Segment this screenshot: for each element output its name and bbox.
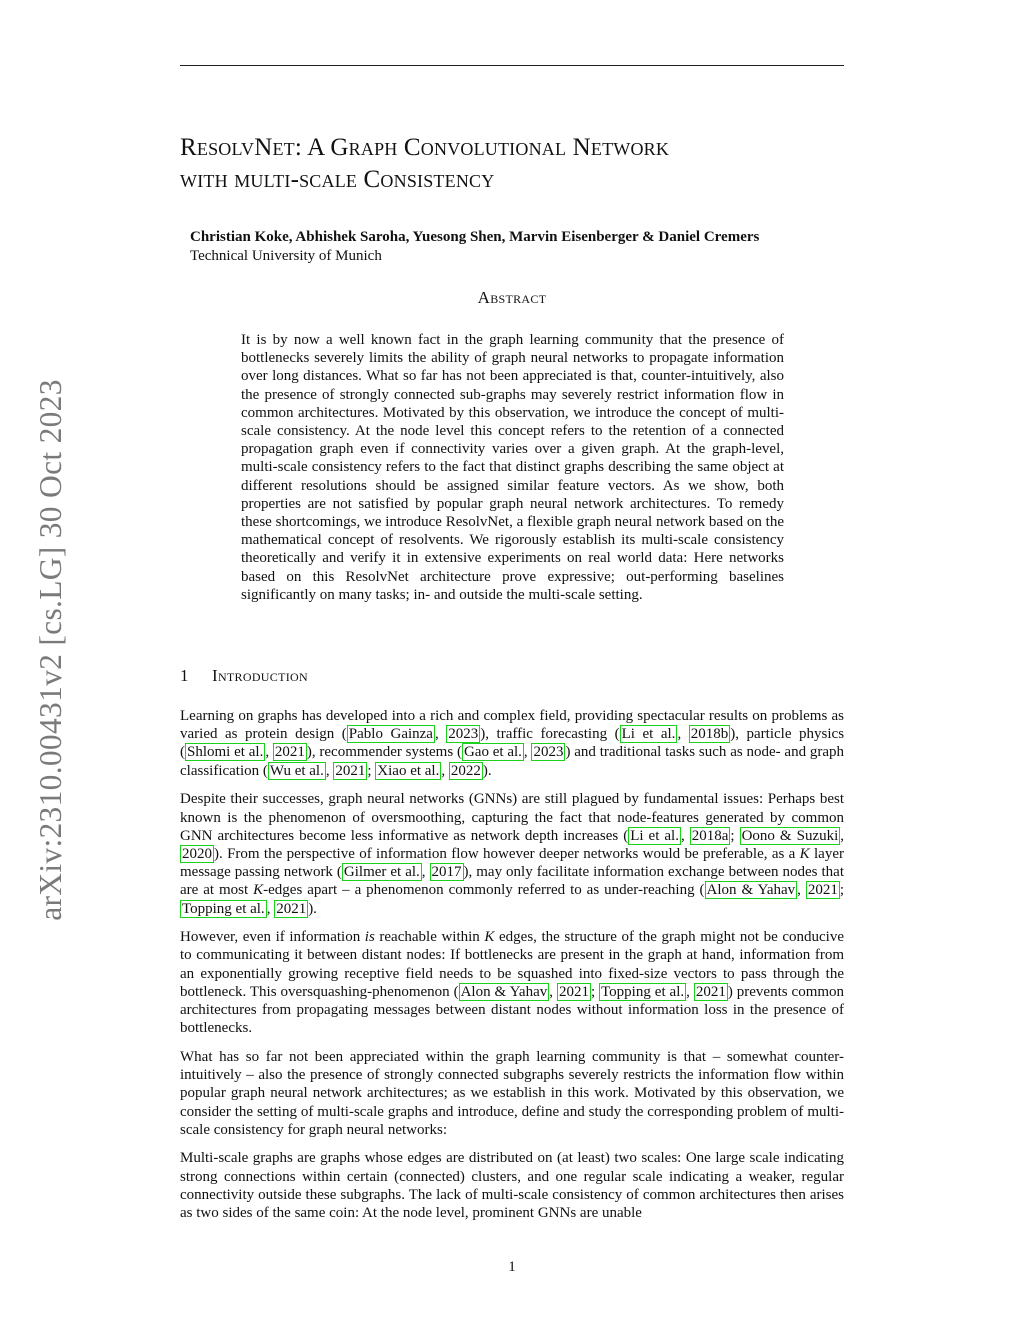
citation-link[interactable]: Topping et al. xyxy=(601,983,685,1000)
paragraph-4: What has so far not been appreciated within the graph learning community is that – somewhat counter-intuitively – also the presence of strongly connected subgraphs severely restricts the information flow within popular graph neural network architectures; as we establish in this work. Motivated by this observation, we consider the setting of multi-scale graphs and introduce, define and study the corresponding problem of multi-scale consistency for graph neural networks: xyxy=(180,1048,844,1138)
citation-link[interactable]: 2018b xyxy=(690,726,729,743)
author-names: Christian Koke, Abhishek Saroha, Yuesong Shen, Marvin Eisenberger & Daniel Cremers xyxy=(190,229,760,245)
citation-link[interactable]: 2021 xyxy=(276,900,307,917)
citation-link[interactable]: 2023 xyxy=(533,744,564,761)
citation-link[interactable]: 2021 xyxy=(807,882,838,899)
citation-link[interactable]: Li et al. xyxy=(630,827,679,844)
citation-link[interactable]: Li et al. xyxy=(621,726,676,743)
abstract-text: It is by now a well known fact in the graph learning community that the presence of bottlenecks severely limits the ability of graph neural networks to propagate information over long distances. What so far has not been appreciated is that, counter-intuitively, also the presence of strongly connected sub-graphs may severely restrict information flow in common architectures. Motivated by this observation, we introduce the concept of multi-scale consistency. At the node level this concept refers to the retention of a connected propagation graph even if connectivity varies over a given graph. At the graph-level, multi-scale consistency refers to the fact that distinct graphs describing the same object at different resolutions should be assigned similar feature vectors. As we show, both properties are not satisfied by popular graph neural network architectures. To remedy these shortcomings, we introduce ResolvNet, a flexible graph neural network based on the mathematical concept of resolvents. We rigorously establish its multi-scale consistency theoretically and verify it in extensive experiments on real world data: Here networks based on this ResolvNet architecture prove expressive; out-performing baselines significantly on many tasks; in- and outside the multi-scale setting. xyxy=(241,332,784,603)
section-number: 1 xyxy=(180,666,189,685)
math-symbol: K xyxy=(484,929,495,946)
title-line-1: ResolvNet: A Graph Convolutional Network xyxy=(180,134,670,161)
abstract-heading: Abstract xyxy=(477,288,547,307)
math-symbol: K xyxy=(253,882,264,899)
citation-link[interactable]: Wu et al. xyxy=(269,762,324,779)
page-number: 1 xyxy=(508,1259,516,1275)
citation-link[interactable]: 2022 xyxy=(450,762,481,779)
paragraph-3: However, even if information is reachable within K edges, the structure of the graph might not be conducive to communicating it between distant nodes: If bottlenecks are present in the graph at hand, information from an exponentially growing receptive field needs to be squashed into fixed-size vectors to pass through the bottleneck. This oversquashing-phenomenon ( Alon & Yahav , 2021 ; Topping et al. , 2021 ) prevents common architectures from propagating messages between distant nodes without information loss in the presence of bottlenecks. xyxy=(180,929,845,1037)
paragraph-2: Despite their successes, graph neural networks (GNNs) are still plagued by fundamental issues: Perhaps best known is the phenomenon of oversmoothing, capturing the fact that node-features generated by common GNN architectures become less informative as network depth increases ( Li et al. , 2018a ; Oono & Suzuki , 2020 ). From the perspective of information flow however deeper networks would be preferable, as a K layer message passing network ( Gilmer et al. , 2017 ), may only facilitate information exchange between nodes that are at most K-edges apart – a phenomenon commonly referred to as under-reaching ( Alon & Yahav , 2021 ; Topping et al. , 2021 ). xyxy=(180,791,845,917)
citation-link[interactable]: Pablo Gainza xyxy=(348,726,433,743)
citation-link[interactable]: Gilmer et al. xyxy=(343,864,420,881)
citation-link[interactable]: Alon & Yahav xyxy=(706,882,796,899)
citation-link[interactable]: 2021 xyxy=(558,983,589,1000)
citation-link[interactable]: Oono & Suzuki xyxy=(741,827,839,844)
citation-link[interactable]: 2017 xyxy=(431,864,462,881)
citation-link[interactable]: Alon & Yahav xyxy=(460,983,548,1000)
paragraph-5: Multi-scale graphs are graphs whose edges are distributed on (at least) two scales: One large scale indicating strong connections within certain (connected) clusters, and one regular scale indicating a weaker, regular connectivity outside these subgraphs. The lack of multi-scale consistency of common architectures then arises as two sides of the same coin: At the node level, prominent GNNs are unable xyxy=(180,1150,844,1222)
paragraph-1: Learning on graphs has developed into a rich and complex field, providing spectacular results on problems as varied as protein design ( Pablo Gainza , 2023 ), traffic forecasting ( Li et al. , 2018b ), particle physics ( Shlomi et al. , 2021 ), recommender systems ( Gao et al. , 2023 ) and traditional tasks such as node- and graph classification ( Wu et al. , 2021 ; Xiao et al. , 2022 ). xyxy=(180,708,845,779)
citation-link[interactable]: Xiao et al. xyxy=(377,762,440,779)
citation-link[interactable]: Gao et al. xyxy=(463,744,522,761)
section-title: Introduction xyxy=(212,666,308,685)
title-line-2: with multi-scale Consistency xyxy=(180,166,495,193)
citation-link[interactable]: 2021 xyxy=(335,762,366,779)
affiliation: Technical University of Munich xyxy=(190,248,382,264)
citation-link[interactable]: Topping et al. xyxy=(182,900,265,917)
math-symbol: K xyxy=(799,845,810,862)
emphasis: is xyxy=(364,929,375,946)
arxiv-identifier[interactable]: arXiv:2310.00431v2 [cs.LG] 30 Oct 2023 xyxy=(33,379,68,921)
citation-link[interactable]: 2021 xyxy=(274,744,305,761)
citation-link[interactable]: 2020 xyxy=(182,845,212,862)
body-text xyxy=(180,707,844,1233)
paper-title xyxy=(180,132,860,196)
citation-link[interactable]: 2021 xyxy=(695,983,726,1000)
author-block xyxy=(190,228,850,266)
section-heading xyxy=(180,666,308,686)
top-rule xyxy=(180,65,844,66)
citation-link[interactable]: 2023 xyxy=(448,726,479,743)
citation-link[interactable]: 2018a xyxy=(691,827,729,844)
citation-link[interactable]: Shlomi et al. xyxy=(187,744,264,761)
